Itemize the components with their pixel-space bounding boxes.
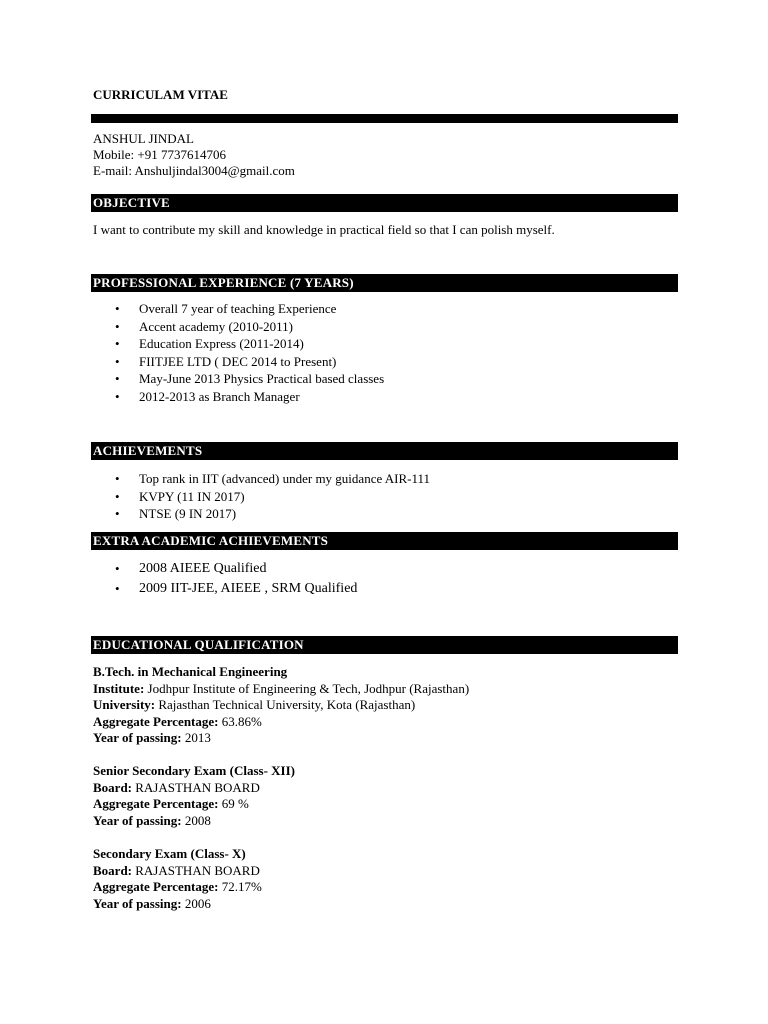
degree-title: Secondary Exam (Class- X) [93, 846, 246, 861]
experience-list [93, 301, 384, 407]
objective-heading: OBJECTIVE [91, 194, 678, 212]
field-label: Institute: [93, 680, 145, 696]
list-item: • Overall 7 year of teaching Experience [93, 301, 384, 319]
contact-mobile: Mobile: +91 7737614706 [93, 147, 226, 162]
extra-achievements-list [93, 561, 357, 600]
achievements-list [93, 471, 430, 524]
field-value: 72.17% [218, 879, 262, 895]
contact-name: ANSHUL JINDAL [93, 131, 194, 146]
education-senior-secondary [93, 763, 295, 829]
field-label: Board: [93, 779, 132, 795]
extra-achievements-heading: EXTRA ACADEMIC ACHIEVEMENTS [91, 532, 678, 550]
field-value: Rajasthan Technical University, Kota (Rajasthan) [155, 697, 416, 713]
education-secondary [93, 846, 262, 912]
contact-email: E-mail: Anshuljindal3004@gmail.com [93, 163, 295, 178]
field-value: 69 % [218, 796, 249, 812]
list-item: • May-June 2013 Physics Practical based classes [93, 371, 384, 389]
field-value: RAJASTHAN BOARD [132, 779, 260, 795]
field-value: 2006 [181, 895, 211, 911]
field-value: 63.86% [218, 713, 262, 729]
degree-title: B.Tech. in Mechanical Engineering [93, 664, 288, 679]
degree-title: Senior Secondary Exam (Class- XII) [93, 763, 295, 778]
education-btech [93, 664, 469, 747]
list-item: • NTSE (9 IN 2017) [93, 506, 430, 524]
achievements-heading: ACHIEVEMENTS [91, 442, 678, 460]
list-item: • KVPY (11 IN 2017) [93, 489, 430, 507]
field-label: Board: [93, 862, 132, 878]
field-label: University: [93, 697, 156, 713]
field-label: Aggregate Percentage: [93, 713, 219, 729]
field-value: 2013 [181, 730, 211, 746]
experience-heading: PROFESSIONAL EXPERIENCE (7 YEARS) [91, 274, 678, 292]
field-value: 2008 [181, 812, 211, 828]
field-label: Year of passing: [93, 895, 182, 911]
title-divider [91, 114, 678, 123]
objective-text: I want to contribute my skill and knowledge in practical field so that I can polish myself. [93, 222, 555, 237]
list-item: • 2008 AIEEE Qualified [93, 561, 357, 581]
list-item: • Education Express (2011-2014) [93, 336, 384, 354]
list-item: • 2009 IIT-JEE, AIEEE , SRM Qualified [93, 581, 357, 601]
field-value: Jodhpur Institute of Engineering & Tech, Jodhpur (Rajasthan) [144, 680, 470, 696]
field-label: Year of passing: [93, 730, 182, 746]
list-item: • Accent academy (2010-2011) [93, 319, 384, 337]
document-title: CURRICULAM VITAE [93, 87, 228, 102]
list-item: • 2012-2013 as Branch Manager [93, 389, 384, 407]
field-value: RAJASTHAN BOARD [132, 862, 260, 878]
contact-block [93, 131, 295, 179]
field-label: Year of passing: [93, 812, 182, 828]
field-label: Aggregate Percentage: [93, 879, 219, 895]
education-heading: EDUCATIONAL QUALIFICATION [91, 636, 678, 654]
list-item: • Top rank in IIT (advanced) under my guidance AIR-111 [93, 471, 430, 489]
list-item: • FIITJEE LTD ( DEC 2014 to Present) [93, 354, 384, 372]
field-label: Aggregate Percentage: [93, 796, 219, 812]
